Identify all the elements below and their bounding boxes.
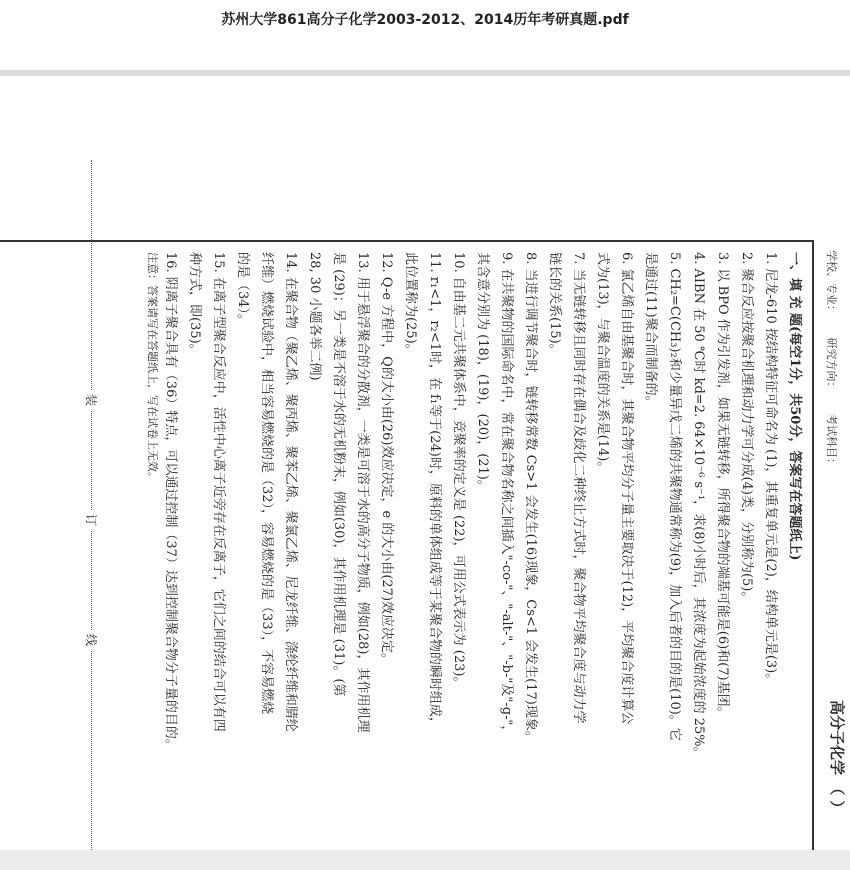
rotated-page-content — [0, 160, 850, 860]
binding-mark-ding: 订 — [83, 510, 100, 530]
page-gap — [0, 850, 850, 870]
subject-name: 高分子化学 — [828, 700, 846, 776]
question-line: 13. 用于悬浮聚合的分散剂，一类是可溶于水的高分子物质，例如(28)，其作用机理 — [355, 252, 370, 733]
exam-note: 注意：答案请写在答题纸上，写在试卷上无效。 — [146, 252, 159, 483]
field-direction: 研究方向： — [825, 337, 838, 393]
question-line: 8. 当进行调节聚合时，链转移常数 Cs>1 会发生(16)现象，Cs<1 会发生(17)现象。 — [523, 252, 538, 744]
question-line: 2. 聚合反应按聚合机理和动力学可分成(4)类，分别称为(5)。 — [739, 252, 754, 605]
scanned-exam-page — [0, 160, 850, 860]
question-line: 10. 自由基二元共聚体系中，竞聚率的定义是 (22)，可用公式表示为 (23)。 — [451, 252, 466, 690]
question-line: 16. 阴离子聚合具有（36）特点，可以通过控制（37）达到控制聚合物分子量的目的。 — [163, 252, 178, 752]
exam-subject — [827, 700, 848, 815]
field-subject: 考试科目： — [825, 414, 838, 469]
binding-line — [77, 160, 98, 860]
question-line: 种方式，即(35)。 — [187, 252, 202, 357]
question-line: 式为(13)，与聚合温度的关系是(14)。 — [595, 252, 610, 475]
question-line: 7. 当无链转移且同时存在偶合及歧化二种终止方式时，聚合物平均聚合度与动力学 — [571, 252, 586, 724]
question-line: 其含意分别为 (18)，(19)，(20)，(21)。 — [475, 252, 490, 493]
document-title: 苏州大学861高分子化学2003-2012、2014历年考研真题.pdf — [221, 12, 629, 28]
subject-bracket: （ ） — [828, 780, 846, 816]
viewer-header — [0, 0, 850, 70]
question-line: 11. r₁<1，r₂<1时，在 f₁等于(24)时，原料的单体组成等于某聚合物的瞬时组成， — [427, 252, 442, 730]
binding-mark-zhuang: 装 — [83, 390, 100, 410]
question-line: 3. 以 BPO 作为引发剂，如果无链转移，所得聚合物的端基可能是(6)和(7)基团。 — [715, 252, 730, 720]
question-line: 是 (29)；另一类是不溶于水的无机粉末，例如(30)，其作用机理是 (31)。(第 — [331, 252, 346, 697]
question-line: 12. Q-e 方程中，Q的大小由(26)效应决定，e 的大小由(27)效应决定。 — [379, 252, 394, 667]
question-line: 1. 尼龙-610 按结构特征可命名为 (1)，其重复单元是(2)，结构单元是(3)。 — [763, 252, 778, 687]
question-line: 纤维）燃烧试验中，相当容易燃烧的是（32），容易燃烧的是（33），不容易燃烧 — [259, 252, 274, 715]
question-line: 9. 在共聚物的国际命名中，常在聚合物名称之间插入"-co-"、"-alt-"、"-b-"及"-g-"， — [499, 252, 514, 739]
question-line: 14. 在聚合物（聚乙烯、聚丙烯、聚苯乙烯、聚氯乙烯、尼龙纤维、涤纶纤维和腈纶 — [283, 252, 298, 732]
question-line: 6. 氯乙烯自由基聚合时，其聚合物平均分子量主要取决于(12)，平均聚合度计算公 — [619, 252, 634, 725]
binding-mark-xian: 线 — [83, 630, 100, 650]
question-line: 是通过(11)聚合而制备的。 — [643, 252, 658, 409]
question-line: 链长的关系(15)。 — [547, 252, 562, 357]
question-line: 此位置称为(25)。 — [403, 252, 418, 357]
question-line: 15. 在离子型聚合反应中，活性中心离子近旁存在反离子，它们之间的结合可以有四 — [211, 252, 226, 732]
page-frame-left — [0, 240, 814, 242]
question-line: 5. CH₂=C(CH₃)₂和少量异戊二烯的共聚物通常称为(9)，加入后者的目的是(10)。它 — [667, 252, 682, 741]
field-school: 学校、专业： — [825, 250, 838, 316]
question-line: 4. AIBN 在 50 ℃时 kd=2. 64×10⁻⁶ s⁻¹，求(8)小时后，其浓度为起始浓度的 25%。 — [691, 252, 706, 760]
question-line: 28, 30 小题各举二例) — [307, 252, 322, 381]
section-title: 一、填 充 题(每空1分，共50分，答案写在答题纸上) — [787, 252, 802, 561]
question-line: 的是（34）。 — [235, 252, 250, 328]
page-frame-top — [812, 240, 814, 860]
